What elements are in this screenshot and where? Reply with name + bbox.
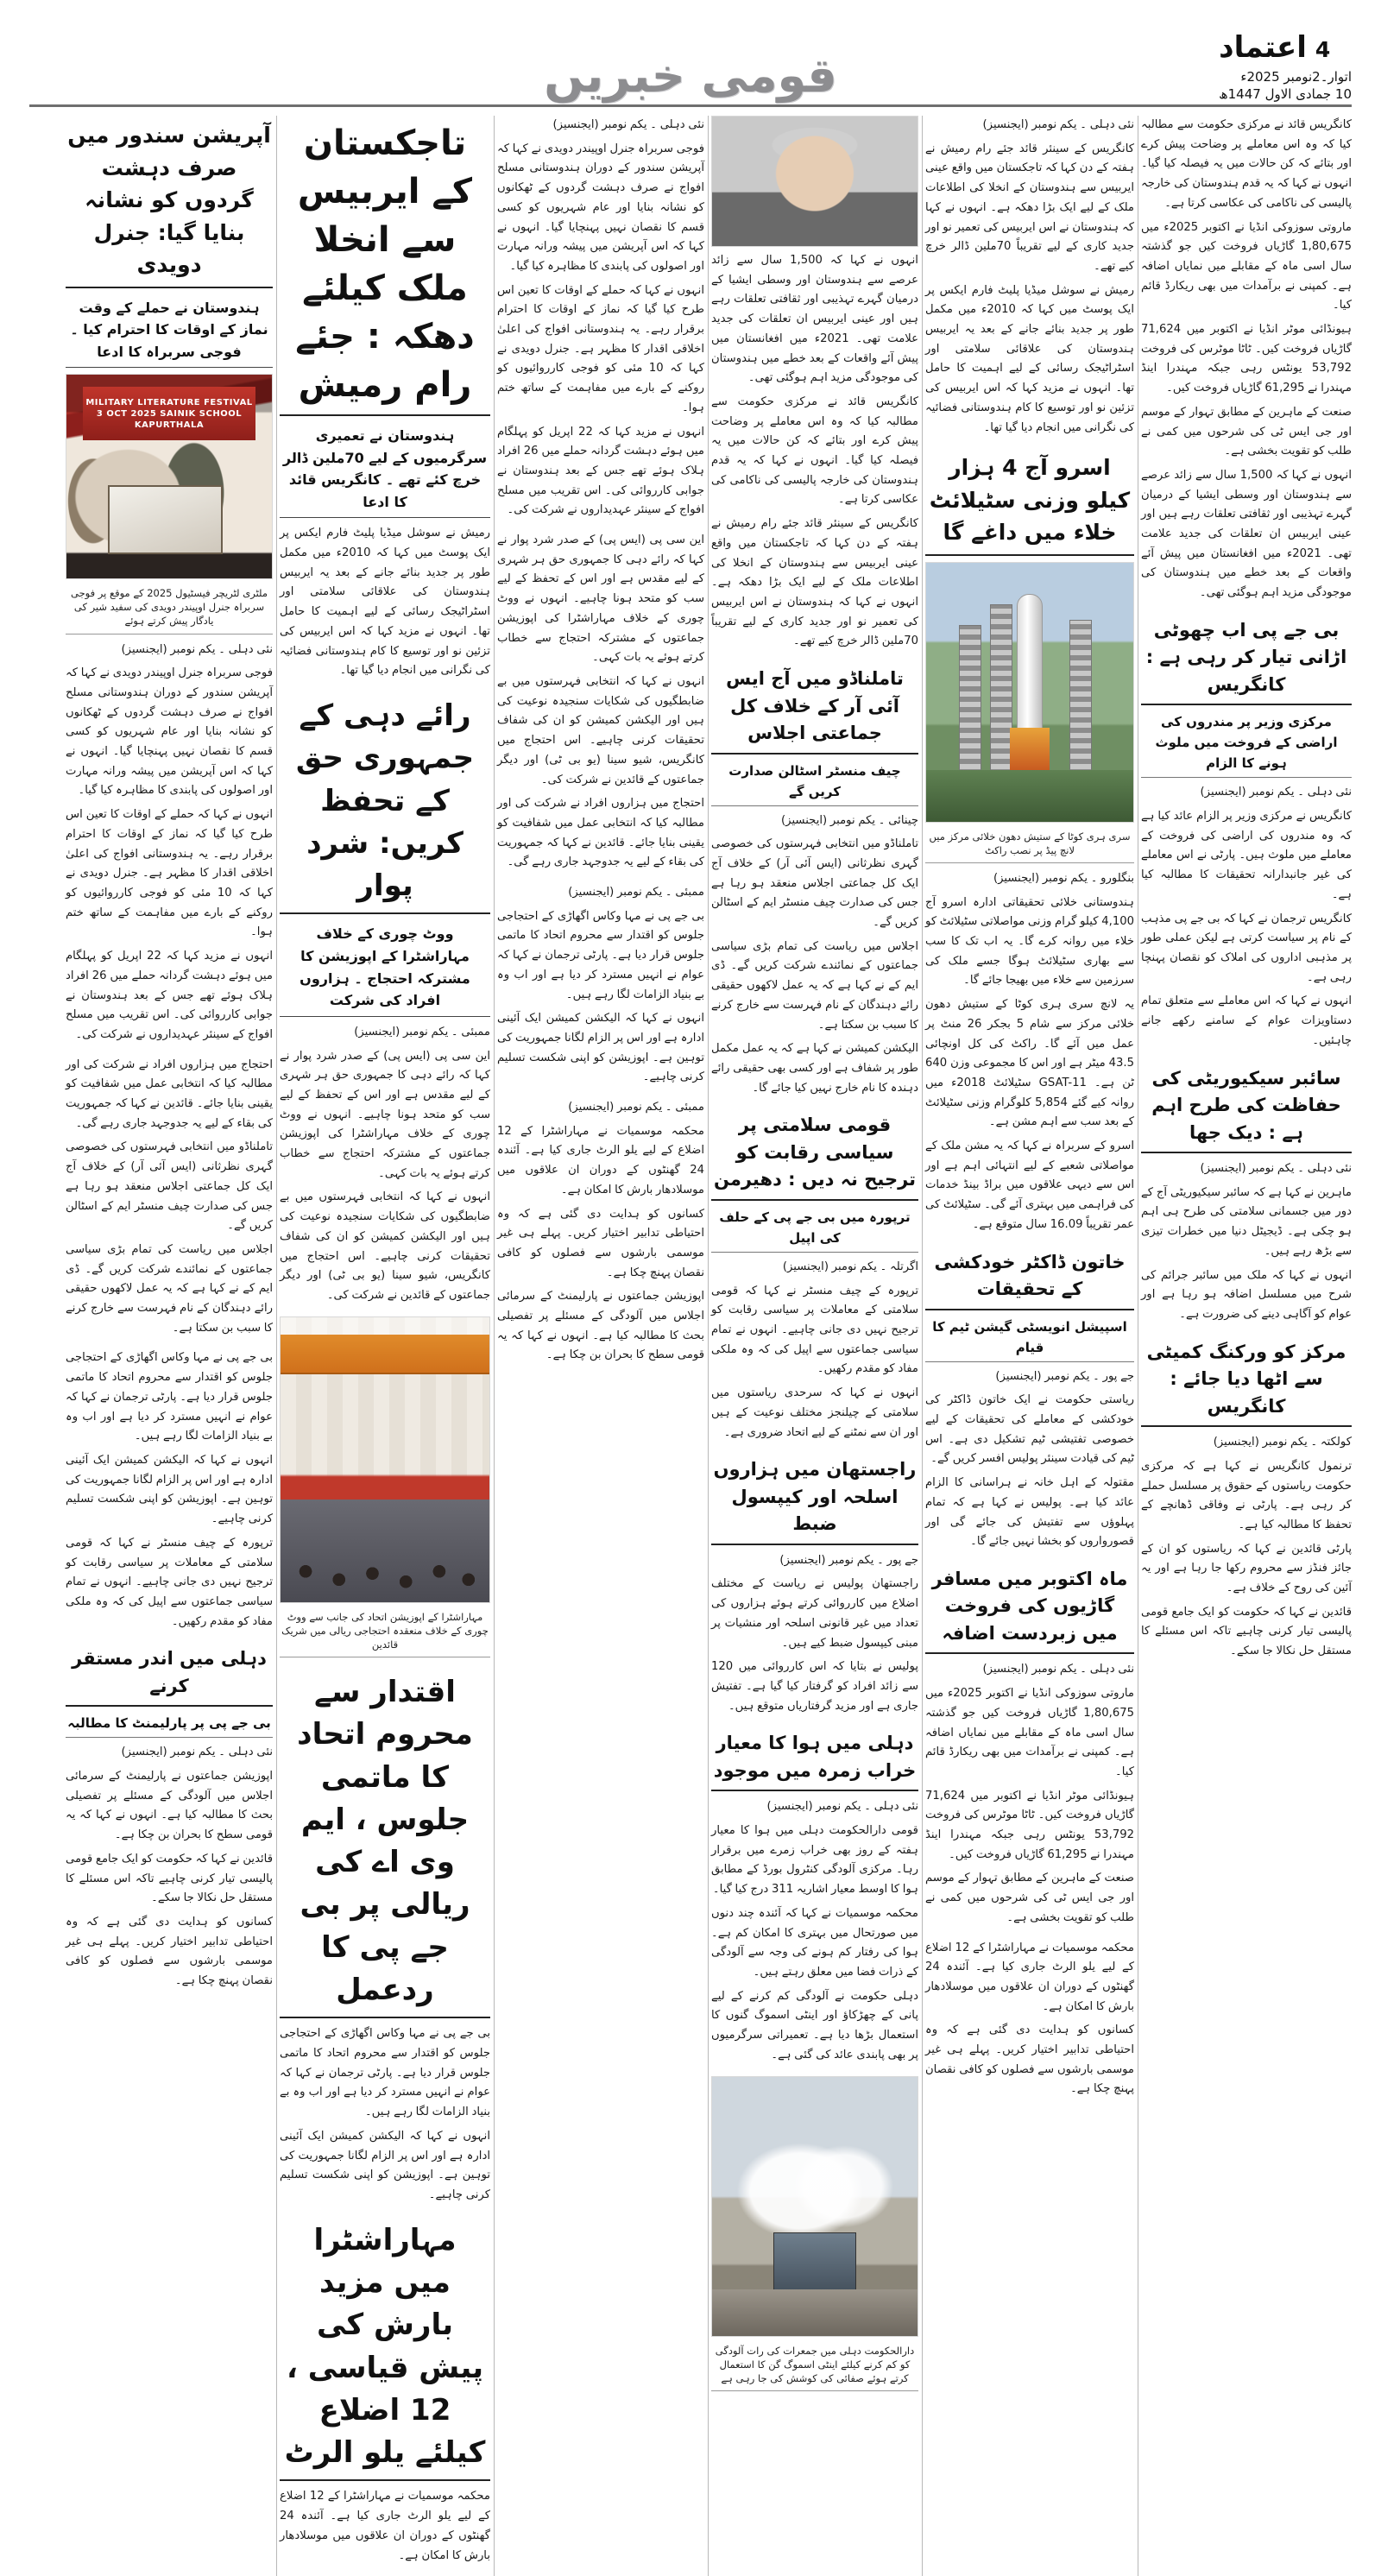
article-body: [925, 1939, 1134, 2100]
article-security: [711, 1108, 918, 1443]
article-headline[interactable]: قومی سلامتی پر سیاسی رقابت کو ترجیح نہ دیں : دھیرمن: [711, 1108, 918, 1201]
byline: نئی دہلی ۔ یکم نومبر (ایجنسیز): [766, 1800, 918, 1814]
article-headline[interactable]: سائبر سیکیوریٹی کی حفاظت کی طرح اہم ہے : دیک جھا: [1141, 1062, 1352, 1154]
paragraph: این سی پی (ایس پی) کے صدر شرد پوار نے کہا کہ رائے دہی کا جمہوری حق ہر شہری کے لیے مقدس ہے اور اس کے تحفظ کے لیے سب کو متحد ہونا چاہیے۔ انہوں نے ووٹ چوری کے خلاف مہاراشٹرا کی اپوزیشن جماعتوں کے مشترکہ احتجاج سے خطاب کرتے ہوئے یہ بات کہی۔: [497, 534, 704, 665]
article-women-doctors: [925, 1246, 1134, 1552]
article-body: [711, 1551, 918, 1717]
paragraph: ماہرین نے کہا ہے کہ سائبر سیکیوریٹی آج کے دور میں جسمانی سلامتی کی طرح ہی اہم ہو چکی ہے۔ ڈیجیٹل دنیا میں خطرات تیزی سے بڑھ رہے ہیں۔: [1141, 1185, 1352, 1258]
paragraph: کانگریس ترجمان نے کہا کہ بی جے پی مذہب کے نام پر سیاست کرتی ہے لیکن عملی طور پر مذہبی اداروں کی املاک کو نقصان پہنچا رہی ہے۔: [1141, 912, 1352, 984]
paragraph: پارٹی قائدین نے کہا کہ ریاستوں کو ان کے جائز فنڈز سے محروم رکھا جا رہا ہے اور یہ آئین کی روح کے خلاف ہے۔: [1141, 1542, 1352, 1595]
paragraph: تاملناڈو میں انتخابی فہرستوں کی خصوصی گہری نظرثانی (ایس آئی آر) کے خلاف آج ایک کل جماعتی اجلاس منعقد ہو رہا ہے جس کی صدارت چیف منسٹر ایم کے اسٹالن کریں گے۔: [711, 837, 918, 930]
article-vote-chori: [280, 691, 490, 1306]
masthead-info: [1219, 28, 1352, 103]
byline: کولکتہ ۔ یکم نومبر (ایجنسیز): [1213, 1436, 1352, 1449]
paragraph: ترپورہ کے چیف منسٹر نے کہا کہ قومی سلامتی کے معاملات پر سیاسی رقابت کو ترجیح نہیں دی جانی چاہیے۔ انہوں نے تمام سیاسی جماعتوں سے اپیل کی کہ وہ ملکی مفاد کو مقدم رکھیں۔: [711, 1284, 918, 1376]
byline: نئی دہلی ۔ یکم نومبر (ایجنسیز): [121, 1746, 273, 1759]
ground: [926, 770, 1133, 822]
photo-caption: سری ہری کوٹا کے ستیش دھون خلائی مرکز میں لانچ پیڈ پر نصب راکٹ: [925, 827, 1134, 863]
article-headline[interactable]: مرکز کو ورکنگ کمیٹی سے اٹھا دیا جائے : کانگریس: [1141, 1335, 1352, 1428]
article-sindoor-jump: [497, 116, 704, 521]
article-body: [925, 1367, 1134, 1552]
paragraph: انہوں نے کہا کہ الیکشن کمیشن ایک آئینی ادارہ ہے اور اس پر الزام لگانا جمہوریت کی توہین ہے۔ اپوزیشن کو اپنی شکست تسلیم کرنی چاہیے۔: [497, 1012, 704, 1084]
photo-rally: [280, 1316, 490, 1603]
byline: بنگلورو ۔ یکم نومبر (ایجنسیز): [993, 871, 1134, 885]
paragraph: رمیش نے سوشل میڈیا پلیٹ فارم ایکس پر ایک پوسٹ میں کہا کہ 2010ء میں مکمل طور پر جدید بنائے جانے کے بعد یہ ایربیس ہندوستان کی علاقائی سلامتی اور اسٹراٹیجک رسائی کے لیے اہمیت کا حامل تھا۔ انہوں نے مزید کہا کہ اس ایربیس کی تزئین نو اور توسیع کا کام ہندوستانی فضائیہ کی نگرانی میں انجام دیا گیا تھا۔: [925, 283, 1134, 434]
paragraph: کسانوں کو ہدایت دی گئی ہے کہ وہ احتیاطی تدابیر اختیار کریں۔ پہلے ہی غیر موسمی بارشوں سے فصلوں کو کافی نقصان پہنچ چکا ہے۔: [66, 1915, 273, 1988]
content-grid: [29, 116, 1352, 2562]
article-body: [280, 524, 490, 681]
photo-water-block: [711, 2076, 918, 2391]
article-body: [497, 116, 704, 521]
article-headline[interactable]: مہاراشٹرا میں مزید بارش کی پیش قیاسی ، 12 اضلاع کیلئے یلو الرٹ: [280, 2216, 490, 2482]
masthead: [29, 24, 1352, 107]
column-6: [66, 116, 273, 2576]
article-headline[interactable]: تاملناڈو میں آج ایس آئی آر کے خلاف کل جماعتی اجلاس: [711, 662, 918, 754]
paragraph: اسرو کے سربراہ نے کہا کہ یہ مشن ملک کے مواصلاتی شعبے کے لیے انتہائی اہم ہے اور اس سے دیہی علاقوں میں براڈ بینڈ خدمات کی فراہمی میں بہتری آئے گی۔ سٹیلائٹ کی عمر تقریباً 16.09 سال متوقع ہے۔: [925, 1140, 1134, 1231]
paragraph: مقتولہ کے اہل خانہ نے ہراسانی کا الزام عائد کیا ہے۔ پولیس نے کہا ہے کہ تمام پہلوؤں سے تفتیش کی جائے گی اور قصورواروں کو بخشا نہیں جائے گا۔: [925, 1476, 1134, 1549]
article-tamilnadu: [711, 662, 918, 1098]
photo-dwivedi: [66, 374, 273, 579]
article-headline[interactable]: اقتدار سے محروم اتحاد کا ماتمی جلوس ، ایم وی اے کی ریالی پر بی جے پی کا ردعمل: [280, 1668, 490, 2018]
paragraph: کانگریس قائد نے مرکزی حکومت سے مطالبہ کیا کہ وہ اس معاملے پر وضاحت پیش کرے اور بتائے کہ کن حالات میں یہ فیصلہ کیا گیا۔ انہوں نے کہا کہ یہ قدم ہندوستان کی خارجہ پالیسی کی ناکامی کی عکاسی کرتا ہے۔: [711, 395, 918, 507]
photo-rocket: [925, 562, 1134, 823]
paragraph: انہوں نے مزید کہا کہ 22 اپریل کو پہلگام میں ہوئے دہشت گردانہ حملے میں 26 افراد ہلاک ہوئے تھے جس کے بعد ہندوستان نے جوابی کارروائی کی۔ اس تقریب میں مسلح افواج کے سینئر عہدیداروں نے شرکت کی۔: [497, 425, 704, 517]
paragraph: کانگریس نے مرکزی وزیر پر الزام عائد کیا ہے کہ وہ مندروں کی اراضی کی فروخت کے معاملے میں ملوث ہیں۔ پارٹی نے اس معاملے کی غیر جانبدارانہ تحقیقات کا مطالبہ کیا ہے۔: [1141, 810, 1352, 901]
column-divider: [494, 116, 495, 2576]
paragraph: انہوں نے کہا کہ 1,500 سال سے زائد عرصے سے ہندوستان اور وسطی ایشیا کے درمیان گہرے تہذیبی اور ثقافتی تعلقات رہے ہیں اور عینی ایربیس ان تعلقات کی جدید علامت تھی۔ 2021ء میں افغانستان میں پیش آئے واقعات کے بعد خطے میں ہندوستان کی موجودگی مزید اہم ہوگئی تھی۔: [711, 254, 918, 385]
article-headline[interactable]: دہلی میں ہوا کا معیار خراب زمرہ میں موجود: [711, 1727, 918, 1791]
paragraph: الیکشن کمیشن نے کہا ہے کہ یہ عمل مکمل طور پر شفاف ہے اور کسی بھی حقیقی رائے دہندہ کا نام خارج نہیں کیا جائے گا۔: [711, 1042, 918, 1095]
byline: ممبئی ۔ یکم نومبر (ایجنسیز): [354, 1025, 490, 1039]
article-body: [711, 1258, 918, 1443]
article-body: [925, 869, 1134, 1235]
paragraph: انہوں نے کہا کہ ملک میں سائبر جرائم کی شرح میں مسلسل اضافہ ہو رہا ہے اور عوام کو آگاہی دینے کی ضرورت ہے۔: [1141, 1268, 1352, 1321]
article-headline[interactable]: دہلی میں اندر مستقر کرنے: [66, 1642, 273, 1707]
paragraph: پولیس نے بتایا کہ اس کارروائی میں 120 سے زائد افراد کو گرفتار کیا گیا ہے۔ تفتیش جاری ہے اور مزید گرفتاریاں متوقع ہیں۔: [711, 1660, 918, 1713]
paragraph: قومی دارالحکومت دہلی میں ہوا کا معیار ہفتہ کے روز بھی خراب زمرے میں برقرار رہا۔ مرکزی آلودگی کنٹرول بورڈ کے مطابق ہوا کا اوسط معیار اشاریہ 311 درج کیا گیا۔: [711, 1824, 918, 1897]
article-ramesh-jump: [1141, 116, 1352, 603]
byline: ممبئی ۔ یکم نومبر (ایجنسیز): [568, 886, 704, 900]
article-body: [280, 2487, 490, 2566]
article-body: [497, 1098, 704, 1366]
photo-caption: مہاراشٹرا کے اپوزیشن اتحاد کی جانب سے ووٹ چوری کے خلاف منعقدہ احتجاجی ریالی میں شریک قائدین: [280, 1607, 490, 1657]
article-body: [1141, 783, 1352, 1051]
paragraph: اجلاس میں ریاست کی تمام بڑی سیاسی جماعتوں کے نمائندے شرکت کریں گے۔ ڈی ایم کے نے کہا ہے کہ یہ عمل لاکھوں حقیقی رائے دہندگان کے نام فہرست سے خارج کرنے کا سبب بن سکتا ہے۔: [711, 939, 918, 1032]
byline: ممبئی ۔ یکم نومبر (ایجنسیز): [568, 1101, 704, 1114]
column-divider: [276, 116, 277, 2576]
page-number: 4: [1315, 36, 1331, 62]
article-cyber: [1141, 1062, 1352, 1325]
paragraph: اپوزیشن جماعتوں نے پارلیمنٹ کے سرمائی اجلاس میں آلودگی کے مسئلے پر تفصیلی بحث کا مطالبہ کیا ہے۔ انہوں نے کہا کہ یہ قومی سطح کا بحران بن چکا ہے۔: [497, 1290, 704, 1362]
paragraph: ہیونڈائی موٹر انڈیا نے اکتوبر میں 71,624 گاڑیاں فروخت کیں۔ ٹاٹا موٹرس کی فروخت 53,792 یونٹس رہی جبکہ مہندرا اینڈ مہندرا نے 61,295 گاڑیاں فروخت کیں۔: [925, 1789, 1134, 1861]
byline: نئی دہلی ۔ یکم نومبر (ایجنسیز): [982, 118, 1134, 131]
launch-tower-icon: [1069, 620, 1092, 775]
article-body: [497, 531, 704, 873]
paragraph: اجلاس میں ریاست کی تمام بڑی سیاسی جماعتوں کے نمائندے شرکت کریں گے۔ ڈی ایم کے نے کہا ہے کہ یہ عمل لاکھوں حقیقی رائے دہندگان کے نام فہرست سے خارج کرنے کا سبب بن سکتا ہے۔: [66, 1242, 273, 1335]
article-mvs-rally-col6: [66, 1348, 273, 1632]
page-title: قومی خبریں: [544, 48, 837, 103]
article-maharashtra-rain-headline: [280, 2216, 490, 2567]
paragraph: کانگریس کے سینئر قائد جئے رام رمیش نے ہفتہ کے دن کہا کہ تاجکستان میں واقع عینی ایربیس سے ہندوستان کے انخلا کی اطلاعات ملک کے لیے ایک بڑا دھکہ ہے۔ انہوں نے کہا کہ ہندوستان نے اس ایربیس کی تعمیر نو اور جدید کاری کے لیے تقریباً 70ملین ڈالر خرچ کیے تھے۔: [925, 142, 1134, 273]
byline: نئی دہلی ۔ یکم نومبر (ایجنسیز): [1200, 786, 1352, 799]
lead-headline[interactable]: تاجکستان کے ایربیس سے انخلا ملک کیلئے دھکہ : جئے رام رمیش: [280, 116, 490, 416]
column-4: [497, 116, 704, 2576]
article-mvs-rally-jump: [497, 883, 704, 1088]
article-body: [66, 641, 273, 1045]
launch-tower-icon: [959, 625, 981, 775]
paragraph: انہوں نے کہا کہ انتخابی فہرستوں میں بے ضابطگیوں کی شکایات سنجیدہ نوعیت کی ہیں اور الیکشن کمیشن کو ان کی شفاف تحقیقات کرنی چاہیے۔ اس احتجاج میں کانگریس، شیو سینا (یو بی ٹی) اور دیگر جماعتوں کے قائدین نے شرکت کی۔: [280, 1190, 490, 1302]
event-banner: MILITARY LITERATURE FESTIVAL 3 OCT 2025 SAINIK SCHOOL KAPURTHALA: [83, 387, 255, 439]
article-ramesh-col2: [925, 116, 1134, 438]
paragraph: انہوں نے کہا کہ الیکشن کمیشن ایک آئینی ادارہ ہے اور اس پر الزام لگانا جمہوریت کی توہین ہے۔ اپوزیشن کو اپنی شکست تسلیم کرنی چاہیے۔: [280, 2129, 490, 2201]
article-vote-chori-col6: [66, 1056, 273, 1339]
paragraph: انہوں نے کہا کہ اس معاملے سے متعلق تمام دستاویزات عوام کے سامنے رکھے جانے چاہئیں۔: [1141, 994, 1352, 1047]
article-ramesh-main: [280, 116, 490, 681]
article-body: [925, 116, 1134, 438]
paragraph: فوجی سربراہ جنرل اوپیندر دویدی نے کہا کہ آپریشن سندور کے دوران ہندوستانی مسلح افواج نے صرف دہشت گردوں کے ٹھکانوں کو نشانہ بنایا اور عام شہریوں کو کسی قسم کا نقصان نہیں پہنچایا گیا۔ انہوں نے کہا کہ اس آپریشن میں پیشہ ورانہ مہارت اور اصولوں کی پابندی کا مظاہرہ کیا گیا۔: [497, 142, 704, 273]
paragraph: صنعت کے ماہرین کے مطابق تہوار کے موسم اور جی ایس ٹی کی شرحوں میں کمی نے طلب کو تقویت بخشی ہے۔: [1141, 405, 1352, 458]
article-ramesh-photo: [711, 116, 918, 652]
paragraph: کسانوں کو ہدایت دی گئی ہے کہ وہ احتیاطی تدابیر اختیار کریں۔ پہلے ہی غیر موسمی بارشوں سے فصلوں کو کافی نقصان پہنچ چکا ہے۔: [497, 1207, 704, 1279]
paragraph: انہوں نے کہا کہ الیکشن کمیشن ایک آئینی ادارہ ہے اور اس پر الزام لگانا جمہوریت کی توہین ہے۔ اپوزیشن کو اپنی شکست تسلیم کرنی چاہیے۔: [66, 1453, 273, 1526]
paragraph: احتجاج میں ہزاروں افراد نے شرکت کی اور مطالبہ کیا کہ انتخابی عمل میں شفافیت کو یقینی بنایا جائے۔ قائدین نے کہا کہ جمہوریت کی بقاء کے لیے یہ جدوجہد جاری رہے گی۔: [497, 797, 704, 869]
article-headline[interactable]: خاتون ڈاکٹر خودکشی کے تحقیقات: [925, 1246, 1134, 1310]
column-3: [711, 116, 918, 2576]
paragraph: این سی پی (ایس پی) کے صدر شرد پوار نے کہا کہ رائے دہی کا جمہوری حق ہر شہری کے لیے مقدس ہے اور اس کے تحفظ کے لیے سب کو متحد ہونا چاہیے۔ انہوں نے ووٹ چوری کے خلاف مہاراشٹرا کی اپوزیشن جماعتوں کے مشترکہ احتجاج سے خطاب کرتے ہوئے یہ بات کہی۔: [280, 1049, 490, 1180]
article-subdeck: بی جے پی پر پارلیمنٹ کا مطالبہ: [66, 1713, 273, 1738]
paragraph: ماروتی سوزوکی انڈیا نے اکتوبر 2025ء میں 1,80,675 گاڑیاں فروخت کیں جو گذشتہ سال اسی ماہ کے مقابلے میں نمایاں اضافہ ہے۔ کمپنی نے برآمدات میں بھی ریکارڈ قائم کیا۔: [925, 1687, 1134, 1778]
article-maharashtra-rain: [497, 1098, 704, 1366]
photo-caption: ملٹری لٹریچر فیسٹیول 2025 کے موقع پر فوجی سربراہ جنرل اوپیندر دویدی کی سفید شیر کی یادگار پیش کرتے ہوئے: [66, 584, 273, 634]
paragraph: انہوں نے کہا کہ حملے کے اوقات کا تعین اس طرح کیا گیا کہ نماز کے اوقات کا احترام برقرار رہے۔ یہ ہندوستانی افواج کی اعلیٰ اخلاقی اقدار کا مظہر ہے۔ جنرل دویدی نے کہا کہ 10 مئی کو فوجی کارروائیوں کو روکنے کے بارے میں مفاہمت کے ساتھ ختم ہوا۔: [497, 283, 704, 414]
rocket-icon: [1017, 594, 1043, 775]
article-deck: چیف منسٹر اسٹالن صدارت کریں گے: [711, 761, 918, 806]
paragraph: ہندوستانی خلائی تحقیقاتی ادارہ اسرو آج 4,100 کیلو گرام وزنی مواصلاتی سٹیلائٹ کو خلاء میں روانہ کرے گا۔ یہ اب تک کا سب سے بھاری سٹیلائٹ ہوگا جسے ملک کی سرزمین سے خلاء میں بھیجا جائے گا۔: [925, 895, 1134, 988]
article-body: [1141, 116, 1352, 603]
byline: نئی دہلی ۔ یکم نومبر (ایجنسیز): [121, 642, 273, 656]
byline: اگرتلہ ۔ یکم نومبر (ایجنسیز): [782, 1260, 918, 1273]
column-5: [280, 116, 490, 2576]
paragraph: کانگریس قائد نے مرکزی حکومت سے مطالبہ کیا کہ وہ اس معاملے پر وضاحت پیش کرے اور بتائے کہ کن حالات میں یہ فیصلہ کیا گیا۔ انہوں نے کہا کہ یہ قدم ہندوستان کی خارجہ پالیسی کی ناکامی کی عکاسی کرتا ہے۔: [1141, 118, 1352, 210]
article-delhi-parliament: [66, 1642, 273, 1991]
article-body: [280, 1023, 490, 1306]
article-headline[interactable]: راجستھان میں ہزاروں اسلحہ اور کیپسول ضبط: [711, 1453, 918, 1545]
article-body: [711, 251, 918, 652]
paragraph: فوجی سربراہ جنرل اوپیندر دویدی نے کہا کہ آپریشن سندور کے دوران ہندوستانی مسلح افواج نے صرف دہشت گردوں کے ٹھکانوں کو نشانہ بنایا اور عام شہریوں کو کسی قسم کا نقصان نہیں پہنچایا گیا۔ انہوں نے کہا کہ اس آپریشن میں پیشہ ورانہ مہارت اور اصولوں کی پابندی کا مظاہرہ کیا گیا۔: [66, 666, 273, 798]
byline: جے پور ۔ یکم نومبر (ایجنسیز): [779, 1553, 918, 1567]
article-body: [497, 883, 704, 1088]
newspaper-logo: اعتماد: [1219, 29, 1307, 65]
article-headline[interactable]: رائے دہی کے جمہوری حق کے تحفظ کریں: شرد پوار: [280, 691, 490, 914]
photo-water-sprinkler: [711, 2076, 918, 2337]
paragraph: انہوں نے کہا کہ انتخابی فہرستوں میں بے ضابطگیوں کی شکایات سنجیدہ نوعیت کی ہیں اور الیکشن کمیشن کو ان کی شفاف تحقیقات کرنی چاہیے۔ اس احتجاج میں کانگریس، شیو سینا (یو بی ٹی) اور دیگر جماعتوں کے قائدین نے شرکت کی۔: [497, 674, 704, 786]
paragraph: محکمہ موسمیات نے مہاراشٹرا کے 12 اضلاع کے لیے یلو الرٹ جاری کیا ہے۔ آئندہ 24 گھنٹوں کے دوران ان علاقوں میں موسلادھار بارش کا امکان ہے۔: [497, 1124, 704, 1196]
byline: جے پور ۔ یکم نومبر (ایجنسیز): [995, 1369, 1134, 1383]
article-body: [1141, 1433, 1352, 1662]
truck-icon: [773, 2232, 855, 2295]
water-spray: [724, 2134, 905, 2248]
paragraph: اپوزیشن جماعتوں نے پارلیمنٹ کے سرمائی اجلاس میں آلودگی کے مسئلے پر تفصیلی بحث کا مطالبہ کیا ہے۔ انہوں نے کہا کہ یہ قومی سطح کا بحران بن چکا ہے۔: [66, 1770, 273, 1842]
paragraph: احتجاج میں ہزاروں افراد نے شرکت کی اور مطالبہ کیا کہ انتخابی عمل میں شفافیت کو یقینی بنایا جائے۔ قائدین نے کہا کہ جمہوریت کی بقاء کے لیے یہ جدوجہد جاری رہے گی۔: [66, 1058, 273, 1130]
article-body: [711, 811, 918, 1099]
column-2: [925, 116, 1134, 2576]
byline: نئی دہلی ۔ یکم نومبر (ایجنسیز): [1200, 1162, 1352, 1176]
paragraph: انہوں نے کہا کہ حملے کے اوقات کا تعین اس طرح کیا گیا کہ نماز کے اوقات کا احترام برقرار رہے۔ یہ ہندوستانی افواج کی اعلیٰ اخلاقی اقدار کا مظہر ہے۔ جنرل دویدی نے کہا کہ 10 مئی کو فوجی کارروائیوں کو روکنے کے بارے میں مفاہمت کے ساتھ ختم ہوا۔: [66, 808, 273, 939]
date-gregorian: اتوار۔2نومبر 2025ء: [1240, 68, 1352, 85]
article-body: [66, 1056, 273, 1339]
byline: نئی دہلی ۔ یکم نومبر (ایجنسیز): [552, 118, 704, 131]
article-sindoor: [66, 116, 273, 1045]
road: [712, 2289, 918, 2336]
byline: چینائی ۔ یکم نومبر (ایجنسیز): [781, 813, 918, 827]
paragraph: کسانوں کو ہدایت دی گئی ہے کہ وہ احتیاطی تدابیر اختیار کریں۔ پہلے ہی غیر موسمی بارشوں سے فصلوں کو کافی نقصان پہنچ چکا ہے۔: [925, 2024, 1134, 2096]
article-body: [925, 1660, 1134, 1928]
article-delhi-air: [711, 1727, 918, 2065]
article-headline[interactable]: ماہ اکتوبر میں مسافر گاڑیوں کی فروخت میں زبردست اضافہ: [925, 1563, 1134, 1655]
article-bengal: [1141, 1335, 1352, 1662]
paragraph: دہلی حکومت نے آلودگی کم کرنے کے لیے پانی کے چھڑکاؤ اور اینٹی اسموگ گنوں کا استعمال بڑھا دیا ہے۔ تعمیراتی سرگرمیوں پر بھی پابندی عائد کی گئی ہے۔: [711, 1989, 918, 2061]
article-rajasthan: [711, 1453, 918, 1716]
photo-rally-block: [280, 1316, 490, 1657]
paragraph: بی جے پی نے مہا وکاس اگھاڑی کے احتجاجی جلوس کو اقتدار سے محروم اتحاد کا ماتمی جلوس قرار دیا ہے۔ پارٹی ترجمان نے کہا کہ عوام نے انہیں مسترد کر دیا ہے اور اب وہ بے بنیاد الزامات لگا رہے ہیں۔: [280, 2027, 490, 2119]
paragraph: محکمہ موسمیات نے کہا کہ آئندہ چند دنوں میں صورتحال میں بہتری کا امکان کم ہے۔ ہوا کی رفتار کم ہونے کی وجہ سے آلودگی کے ذرات فضا میں معلق رہتے ہیں۔: [711, 1906, 918, 1979]
article-deck: ووٹ چوری کے خلاف مہاراشٹرا کے اپوزیشن کا مشترکہ احتجاج ۔ ہزاروں افراد کی شرکت: [280, 920, 490, 1016]
article-isro: [925, 448, 1134, 1234]
paragraph: انہوں نے کہا کہ 1,500 سال سے زائد عرصے سے ہندوستان اور وسطی ایشیا کے درمیان گہرے تہذیبی اور ثقافتی تعلقات رہے ہیں اور عینی ایربیس ان تعلقات کی جدید علامت تھی۔ 2021ء میں افغانستان میں پیش آئے واقعات کے بعد خطے میں ہندوستان کی موجودگی مزید اہم ہوگئی تھی۔: [1141, 468, 1352, 600]
article-maharashtra-rain-jump: [925, 1939, 1134, 2100]
article-deck: مرکزی وزیر پر مندروں کی اراضی کے فروخت میں ملوث ہونے کا الزام: [1141, 711, 1352, 778]
paragraph: یہ لانچ سری ہری کوٹا کے ستیش دھون خلائی مرکز سے شام 5 بجکر 26 منٹ پر عمل میں آئے گا۔ راکٹ کی کل اونچائی 43.5 میٹر ہے اور اس کا مجموعی وزن 640 ٹن ہے۔ GSAT-11 سٹیلائٹ 2018ء میں روانہ کیے گئے 5,854 کلوگرام وزنی سٹیلائٹ کے بعد سب سے اہم مشن ہے۔: [925, 998, 1135, 1129]
paragraph: ترپورہ کے چیف منسٹر نے کہا کہ قومی سلامتی کے معاملات پر سیاسی رقابت کو ترجیح نہیں دی جانی چاہیے۔ انہوں نے تمام سیاسی جماعتوں سے اپیل کی کہ وہ ملکی مفاد کو مقدم رکھیں۔: [66, 1536, 273, 1628]
article-headline[interactable]: بی جے پی اب چھوٹی اڑانی تیار کر رہی ہے : کانگریس: [1141, 614, 1352, 706]
article-car-sales: [925, 1563, 1134, 1929]
article-body: [280, 2024, 490, 2205]
paragraph: بی جے پی نے مہا وکاس اگھاڑی کے احتجاجی جلوس کو اقتدار سے محروم اتحاد کا ماتمی جلوس قرار دیا ہے۔ پارٹی ترجمان نے کہا کہ عوام نے انہیں مسترد کر دیا ہے اور اب وہ بے بنیاد الزامات لگا رہے ہیں۔: [66, 1351, 273, 1443]
article-deck: اسپیشل انویسٹی گیشن ٹیم کا قیام: [925, 1316, 1134, 1362]
paragraph: محکمہ موسمیات نے مہاراشٹرا کے 12 اضلاع کے لیے یلو الرٹ جاری کیا ہے۔ آئندہ 24 گھنٹوں کے دوران ان علاقوں میں موسلادھار بارش کا امکان ہے۔: [280, 2490, 490, 2562]
paragraph: صنعت کے ماہرین کے مطابق تہوار کے موسم اور جی ایس ٹی کی شرحوں میں کمی نے طلب کو تقویت بخشی ہے۔: [925, 1872, 1134, 1924]
paragraph: قائدین نے کہا کہ حکومت کو ایک جامع قومی پالیسی تیار کرنی چاہیے تاکہ اس مسئلے کا مستقل حل نکالا جا سکے۔: [1141, 1605, 1352, 1658]
article-headline[interactable]: اسرو آج 4 ہزار کیلو وزنی سٹیلائٹ خلاء میں داغے گا: [925, 448, 1134, 556]
lead-deck: ہندوستان نے تعمیری سرگرمیوں کے لیے 70ملین ڈالر خرچ کئے تھے ۔ کانگریس قائد کا ادعا: [280, 422, 490, 518]
paragraph: راجستھان پولیس نے ریاست کے مختلف اضلاع میں کارروائی کرتے ہوئے ہزاروں کی تعداد میں غیر قانونی اسلحہ اور منشیات پر مبنی کیپسول ضبط کیے ہیں۔: [711, 1577, 918, 1650]
photo-ramesh: [711, 116, 918, 247]
paragraph: ریاستی حکومت نے ایک خاتون ڈاکٹر کی خودکشی کے معاملے کی تحقیقات کے لیے خصوصی تفتیشی ٹیم تشکیل دی ہے۔ اس ٹیم کی قیادت سینئر پولیس افسر کریں گے۔: [925, 1393, 1134, 1466]
article-body: [1141, 1159, 1352, 1325]
article-body: [711, 1797, 918, 2065]
portrait-image: [712, 117, 918, 246]
article-body: [66, 1348, 273, 1632]
paragraph: بی جے پی نے مہا وکاس اگھاڑی کے احتجاجی جلوس کو اقتدار سے محروم اتحاد کا ماتمی جلوس قرار دیا ہے۔ پارٹی ترجمان نے کہا کہ عوام نے انہیں مسترد کر دیا ہے اور اب وہ بے بنیاد الزامات لگا رہے ہیں۔: [497, 909, 704, 1001]
paragraph: رمیش نے سوشل میڈیا پلیٹ فارم ایکس پر ایک پوسٹ میں کہا کہ 2010ء میں مکمل طور پر جدید بنائے جانے کے بعد یہ ایربیس ہندوستان کی علاقائی سلامتی اور اسٹراٹیجک رسائی کے لیے اہمیت کا حامل تھا۔ انہوں نے مزید کہا کہ اس ایربیس کی تزئین نو اور توسیع کا کام ہندوستانی فضائیہ کی نگرانی میں انجام دیا گیا تھا۔: [280, 527, 490, 678]
paragraph: ماروتی سوزوکی انڈیا نے اکتوبر 2025ء میں 1,80,675 گاڑیاں فروخت کیں جو گذشتہ سال اسی ماہ کے مقابلے میں نمایاں اضافہ ہے۔ کمپنی نے برآمدات میں بھی ریکارڈ قائم کیا۔: [1141, 220, 1352, 313]
paragraph: انہوں نے کہا کہ سرحدی ریاستوں میں سلامتی کے چیلنجز مختلف نوعیت کے ہیں اور ان سے نمٹنے کے لیے اتحاد ضروری ہے۔: [711, 1386, 918, 1439]
column-divider: [708, 116, 709, 2576]
article-deck: ترپورہ میں بی جے پی کے حلف کی اپیل: [711, 1207, 918, 1253]
article-mvs-rally: [280, 1668, 490, 2206]
paragraph: ہیونڈائی موٹر انڈیا نے اکتوبر میں 71,624 گاڑیاں فروخت کیں۔ ٹاٹا موٹرس کی فروخت 53,792 یونٹس رہی جبکہ مہندرا اینڈ مہندرا نے 61,295 گاڑیاں فروخت کیں۔: [1141, 323, 1352, 395]
article-body: [66, 1743, 273, 1991]
column-1: [1141, 116, 1352, 2576]
paragraph: کانگریس کے سینئر قائد جئے رام رمیش نے ہفتہ کے دن کہا کہ تاجکستان میں واقع عینی ایربیس سے ہندوستان کے انخلا کی اطلاعات ملک کے لیے ایک بڑا دھکہ ہے۔ انہوں نے کہا کہ ہندوستان نے اس ایربیس کی تعمیر نو اور جدید کاری کے لیے تقریباً 70ملین ڈالر خرچ کیے تھے۔: [711, 517, 918, 648]
article-bjp-poll: [1141, 614, 1352, 1051]
article-headline[interactable]: آپریشن سندور میں صرف دہشت گردوں کو نشانہ بنایا گیا: جنرل دویدی: [66, 116, 273, 288]
date-hijri: 10 جمادی الاول 1447ھ: [1219, 85, 1352, 102]
column-divider: [922, 116, 923, 2576]
paragraph: قائدین نے کہا کہ حکومت کو ایک جامع قومی پالیسی تیار کرنی چاہیے تاکہ اس مسئلے کا مستقل حل نکالا جا سکے۔: [66, 1852, 273, 1905]
byline: نئی دہلی ۔ یکم نومبر (ایجنسیز): [982, 1663, 1134, 1676]
paragraph: انہوں نے مزید کہا کہ 22 اپریل کو پہلگام میں ہوئے دہشت گردانہ حملے میں 26 افراد ہلاک ہوئے تھے جس کے بعد ہندوستان نے جوابی کارروائی کی۔ اس تقریب میں مسلح افواج کے سینئر عہدیداروں نے شرکت کی۔: [66, 950, 273, 1041]
article-deck: ہندوستان نے حملے کے وقت نماز کے اوقات کا احترام کیا ۔ فوجی سربراہ کا ادعا: [66, 294, 273, 369]
paragraph: ترنمول کانگریس نے کہا ہے کہ مرکزی حکومت ریاستوں کے حقوق پر مسلسل حملے کر رہی ہے۔ پارٹی نے وفاقی ڈھانچے کے تحفظ کا مطالبہ کیا ہے۔: [1141, 1459, 1352, 1531]
paragraph: محکمہ موسمیات نے مہاراشٹرا کے 12 اضلاع کے لیے یلو الرٹ جاری کیا ہے۔ آئندہ 24 گھنٹوں کے دوران ان علاقوں میں موسلادھار بارش کا امکان ہے۔: [925, 1941, 1134, 2013]
photo-caption: دارالحکومت دہلی میں جمعرات کی رات آلودگی کو کم کرنے کیلئے اینٹی اسموگ گن کا استعمال کرتے ہوئے صفائی کی کوشش کی جا رہی ہے: [711, 2341, 918, 2391]
article-vote-chori-jump: [497, 531, 704, 873]
paragraph: تاملناڈو میں انتخابی فہرستوں کی خصوصی گہری نظرثانی (ایس آئی آر) کے خلاف آج ایک کل جماعتی اجلاس منعقد ہو رہا ہے جس کی صدارت چیف منسٹر ایم کے اسٹالن کریں گے۔: [66, 1140, 273, 1233]
